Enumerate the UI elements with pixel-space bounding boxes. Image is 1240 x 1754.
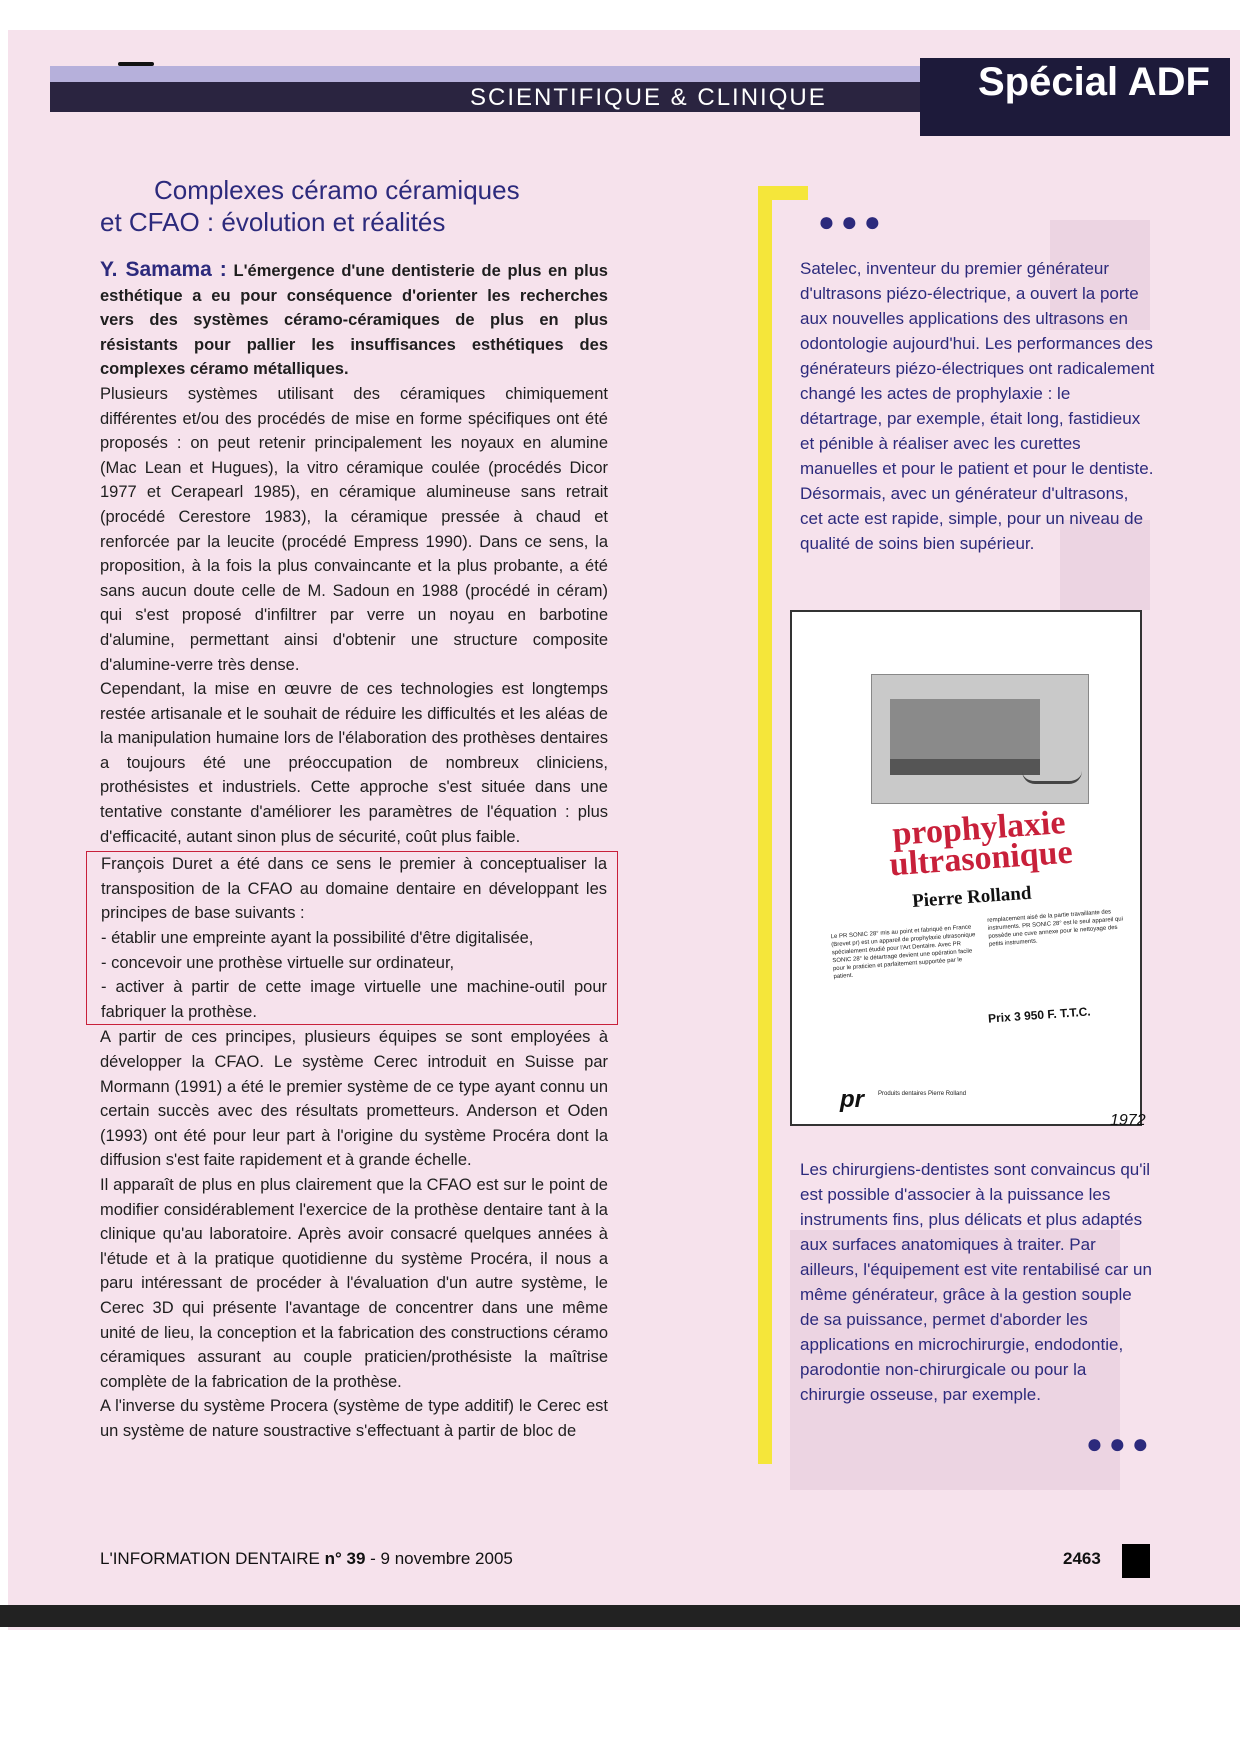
- article-body: [100, 258, 608, 1444]
- footer-marker: [1122, 1544, 1150, 1578]
- pr-logo: pr: [840, 1086, 864, 1113]
- ad-body-text: Le PR SONIC 28° mis au point et fabriqué en France (Brevet pr) est un appareil de prophylaxie ultrasonique spécialement étudié pour l'Art Dentaire. Avec PR SONIC 28° le détartrage devient une opération facile pour le praticien et parfaitement supportée par le patient.: [830, 924, 976, 981]
- title-line-2: et CFAO : évolution et réalités: [100, 207, 446, 237]
- paragraph-3: François Duret a été dans ce sens le premier à conceptualiser la transposition de la CFAO au domaine dentaire en développant les principes de base suivants :: [101, 855, 607, 923]
- ad-footer: Produits dentaires Pierre Rolland: [878, 1091, 967, 1097]
- author-name: Y. Samama :: [100, 258, 227, 281]
- special-label: Spécial ADF: [978, 60, 1210, 104]
- title-line-1: Complexes céramo céramiques: [154, 175, 520, 205]
- journal-name: L'INFORMATION DENTAIRE: [100, 1549, 320, 1568]
- decorative-dots: ●●●: [818, 206, 887, 237]
- yellow-accent-cap: [758, 186, 808, 200]
- lead-paragraph: [100, 258, 608, 382]
- device-front-panel: [890, 759, 1040, 775]
- paragraph-2: Cependant, la mise en œuvre de ces technologies est longtemps restée artisanale et le souhait de réduire les difficultés et les aléas de la manipulation humaine lors de l'élaboration des prothèses dentaires a toujours été une préoccupation de nombreux cliniciens, prothésistes et industriels. Cette approche s'est située dans une tentative constante d'améliorer les paramètres de l'équation : plus d'efficacité, autant sinon plus de sécurité, coût plus faible.: [100, 680, 608, 846]
- sidebar-text-2: Les chirurgiens-dentistes sont convaincus qu'il est possible d'associer à la puissance les instruments fins, plus délicats et plus adaptés aux surfaces anatomiques à traiter. Par ailleurs, l'équipement est vite rentabilisé car un même générateur, grâce à la gestion souple de sa puissance, permet d'aborder les applications en microchirurgie, endodontie, parodontie non-chirurgicale ou pour la chirurgie osseuse, par exemple.: [800, 1160, 1152, 1404]
- article-title: [100, 174, 620, 238]
- ad-headline: prophylaxie ultrasonique: [888, 804, 1074, 884]
- ultrasonic-device-photo: [871, 674, 1089, 804]
- paragraph-4: A partir de ces principes, plusieurs équipes se sont employées à développer la CFAO. Le système Cerec introduit en Suisse par Mormann (1991) a été le premier système de ce type ayant connu un certain succès avec des résultats prometteurs. Anderson et Oden (1993) ont été pour leur part à l'origine du système Procéra dont la diffusion s'est faite rapidement et à grande échelle.: [100, 1028, 608, 1170]
- page-number: 2463: [1063, 1549, 1101, 1568]
- yellow-accent-bar: [758, 186, 772, 1464]
- sidebar-text-1: Satelec, inventeur du premier générateur d'ultrasons piézo-électrique, a ouvert la porte aux nouvelles applications des ultrasons en odontologie aujourd'hui. Les performances des générateurs piézo-électriques ont radicalement changé les actes de prophylaxie : le détartrage, par exemple, était long, fastidieux et pénible à réaliser avec les curettes manuelles et pour le patient et pour le dentiste. Désormais, avec un générateur d'ultrasons, cet acte est rapide, simple, pour un niveau de qualité de soins bien supérieur.: [800, 259, 1155, 553]
- handpiece-cable: [1022, 771, 1082, 784]
- lead-text: L'émergence d'une dentisterie de plus en plus esthétique a eu pour conséquence d'orienter les recherches vers des systèmes céramo-céramiques de plus en plus résistants pour pallier les insuffisances esthétiques des complexes céramo métalliques.: [100, 262, 608, 379]
- ad-body-text-right: remplacement aisé de la partie travaillante des instruments. PR SONIC 28° est le seul appareil qui possède une cuve annexe pour le nettoyage des petits instruments.: [987, 909, 1124, 948]
- issue-date: - 9 novembre 2005: [370, 1549, 513, 1568]
- paragraph-6: A l'inverse du système Procera (système de type additif) le Cerec est un système de nature soustractive s'effectuant à partir de bloc de: [100, 1397, 608, 1440]
- issue-number: n° 39: [324, 1549, 366, 1568]
- paragraph-5: Il apparaît de plus en plus clairement que la CFAO est sur le point de modifier considérablement l'exercice de la prothèse dentaire tant à la clinique qu'au laboratoire. Après avoir consacré quelques années à l'étude et à la pratique quotidienne du système Procéra, il nous a paru intéressant de procéder à l'évaluation d'un autre système, le Cerec 3D qui présente l'avantage de concentrer dans une même unité de lieu, la conception et la fabrication des constructions céramo céramiques assurant au couple praticien/prothésiste la maîtrise complète de la fabrication de la prothèse.: [100, 1175, 608, 1391]
- section-title: SCIENTIFIQUE & CLINIQUE: [470, 84, 827, 111]
- journal-footer: [100, 1549, 513, 1569]
- bullet-item: - établir une empreinte ayant la possibilité d'être digitalisée,: [101, 929, 534, 948]
- paragraph-1: Plusieurs systèmes utilisant des céramiques chimiquement différentes et/ou des procédés de mise en forme spécifiques ont été proposés : on peut retenir principalement les noyaux en alumine (Mac Lean et Hugues), la vitro céramique coulée (procédés Dicor 1977 et Cerapearl 1985), en céramique alumineuse sans retrait (procédé Cerestore 1983), la céramique pressée à chaud et renforcée par la leucite (procédé Empress 1990). Dans ce sens, la proposition, à la fois la plus convaincante et la plus probante, a été sans aucun doute celle de M. Sadoun en 1988 (procédé in céram) qui s'est proposé d'infiltrer par verre un noyau en barbotine d'alumine, permettant ainsi d'obtenir une structure composite d'alumine-verre très dense.: [100, 384, 608, 674]
- ad-year: 1972: [1110, 1112, 1146, 1129]
- highlighted-passage: [86, 851, 618, 1025]
- vintage-advertisement: [790, 610, 1142, 1126]
- ad-brand: Pierre Rolland: [911, 882, 1033, 912]
- decorative-dots-end: ●●●: [1086, 1428, 1155, 1459]
- scan-bottom-edge: [0, 1605, 1240, 1627]
- bullet-item: - activer à partir de cette image virtuelle une machine-outil pour fabriquer la prothèse.: [101, 978, 607, 1021]
- bullet-item: - concevoir une prothèse virtuelle sur ordinateur,: [101, 953, 455, 972]
- ad-price: Prix 3 950 F. T.T.C.: [987, 1004, 1092, 1026]
